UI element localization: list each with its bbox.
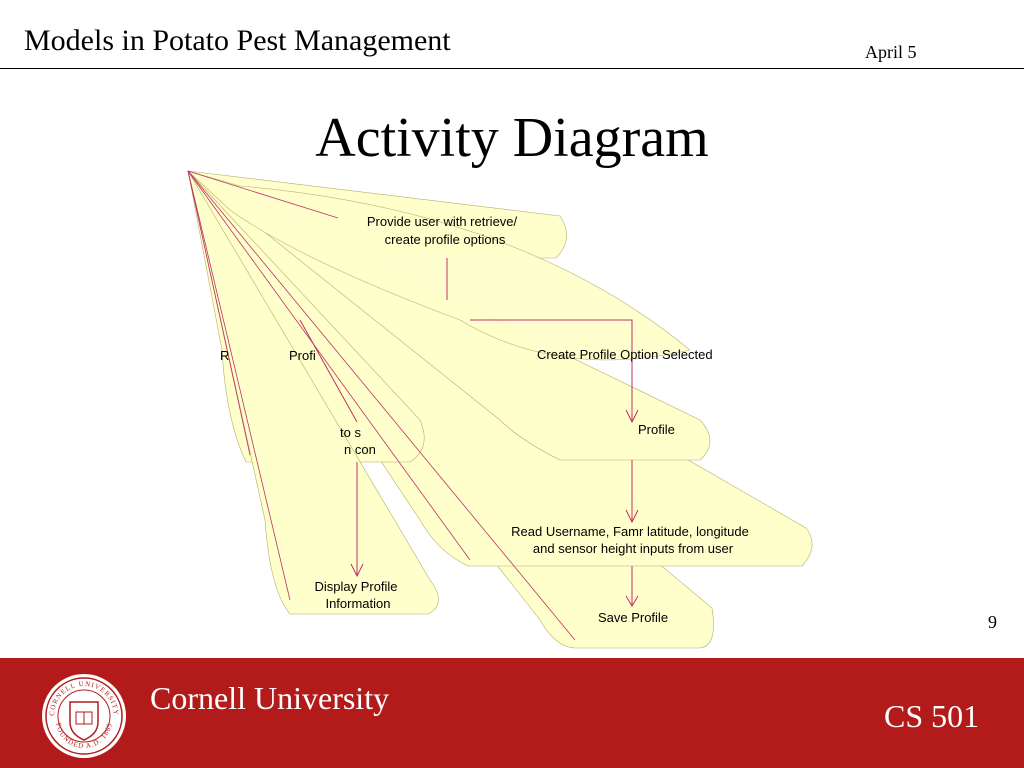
footer-university-name: Cornell University	[150, 680, 390, 716]
slide-title: Activity Diagram	[315, 107, 709, 169]
footer-bar	[0, 658, 1024, 768]
seal-text-top: CORNELL UNIVERSITY	[47, 679, 121, 717]
cornell-seal-icon	[40, 672, 128, 760]
label-retrieve-selected-mid: Profi	[289, 348, 316, 363]
node-display-profile-line1: Display Profile	[314, 579, 398, 594]
footer-course-code: CS 501	[884, 698, 980, 734]
node-read-inputs-line1: Read Username, Famr latitude, longitude	[511, 524, 749, 539]
node-provide-options-line1: Provide user with retrieve/	[366, 214, 518, 229]
node-retrieve-profile-line2: n con	[344, 442, 376, 457]
label-retrieve-selected-left: R	[220, 348, 230, 363]
node-create-profile: Profile	[638, 422, 675, 437]
node-read-inputs-line2: and sensor height inputs from user	[532, 541, 734, 556]
node-provide-options-line2: create profile options	[384, 232, 506, 247]
node-save-profile: Save Profile	[597, 610, 669, 625]
header-date: April 5	[865, 42, 917, 62]
label-create-selected: Create Profile Option Selected	[537, 347, 713, 362]
node-display-profile-line2: Information	[325, 596, 391, 611]
node-retrieve-profile-line1: to s	[340, 425, 361, 440]
page-number: 9	[988, 612, 997, 632]
header-title: Models in Potato Pest Management	[24, 24, 451, 57]
seal-text-bottom: FOUNDED A.D. 1865	[54, 722, 114, 751]
